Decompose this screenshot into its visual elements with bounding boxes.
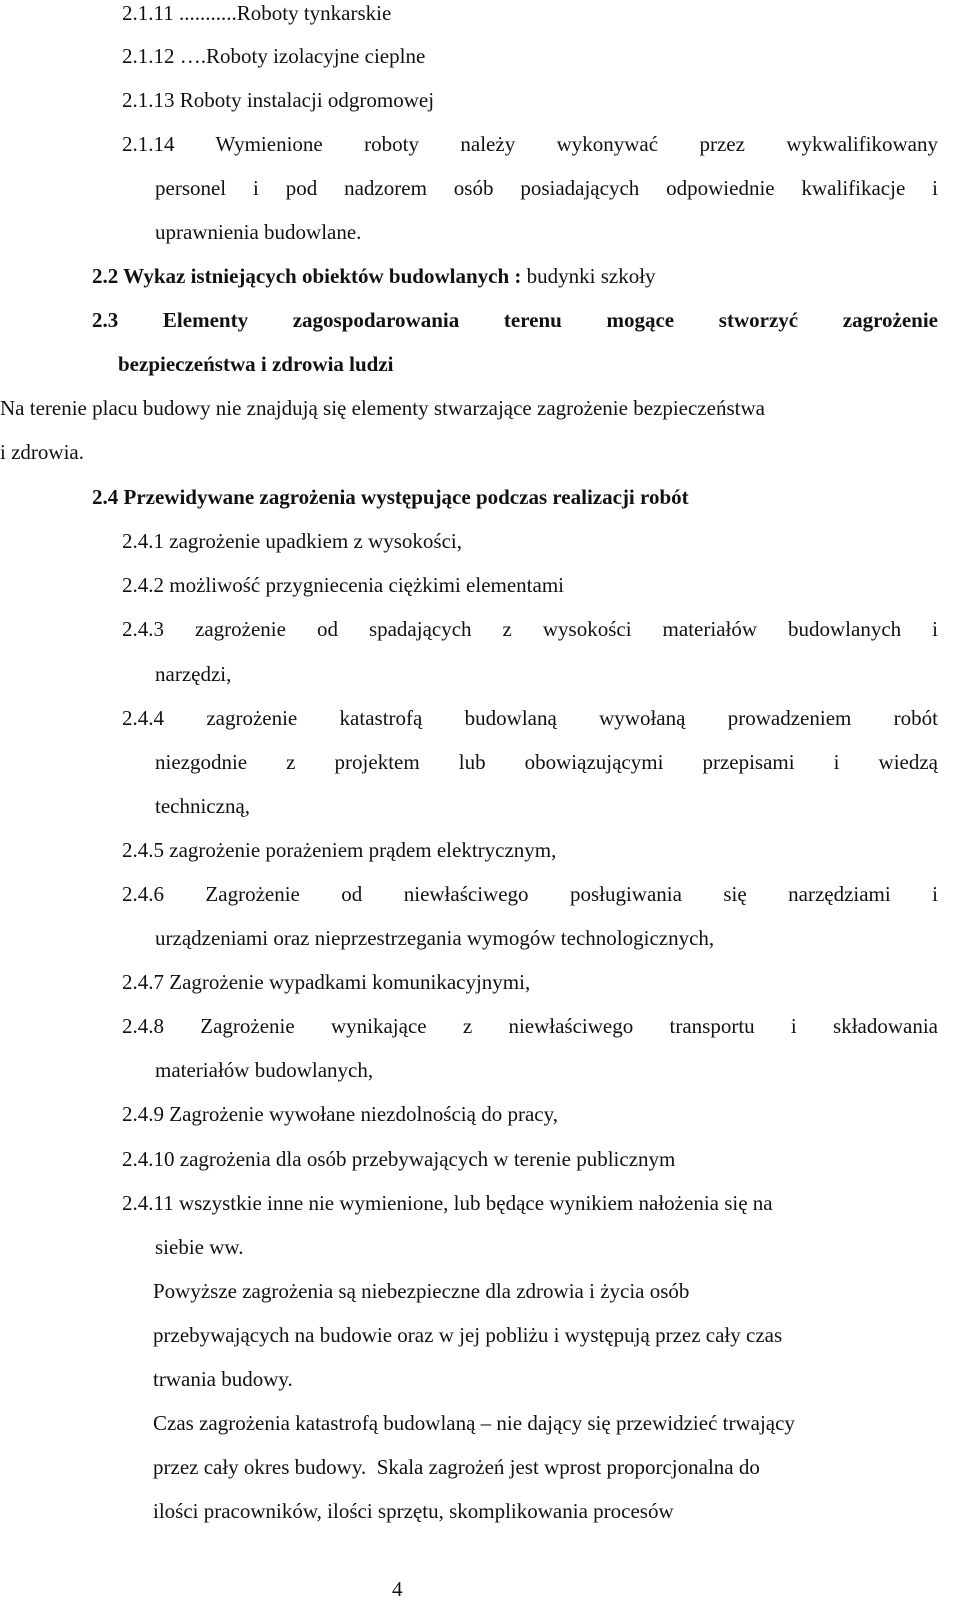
item-text: ...........Roboty tynkarskie	[173, 1, 392, 25]
section-heading	[92, 263, 656, 289]
item-text: Roboty instalacji odgromowej	[174, 88, 435, 112]
section-heading: 2.4 Przewidywane zagrożenia występujące podczas realizacji robót	[92, 485, 689, 509]
list-item: 2.4.6 Zagrożenie od niewłaściwego posługiwania się narzędziami i	[122, 882, 938, 906]
list-item: 2.4.3 zagrożenie od spadających z wysokości materiałów budowlanych i	[122, 617, 938, 641]
list-item: 2.4.9 Zagrożenie wywołane niezdolnością do pracy,	[122, 1102, 558, 1126]
section-heading: 2.3 Elementy zagospodarowania terenu mogące stworzyć zagrożenie	[92, 308, 938, 332]
body-text: Na terenie placu budowy nie znajdują się elementy stwarzające zagrożenie bezpieczeństwa	[0, 396, 765, 420]
list-item	[122, 87, 434, 113]
list-item: 2.4.2 możliwość przygniecenia ciężkimi elementami	[122, 573, 565, 597]
list-item-continuation: niezgodnie z projektem lub obowiązującymi przepisami i wiedzą	[155, 750, 938, 774]
paragraph-line: przebywających na budowie oraz w jej pobliżu i występują przez cały czas	[153, 1323, 783, 1347]
list-item: 2.4.10 zagrożenia dla osób przebywających w terenie publicznym	[122, 1147, 676, 1171]
list-item: 2.4.7 Zagrożenie wypadkami komunikacyjnymi,	[122, 970, 531, 994]
page-number: 4	[392, 1577, 403, 1601]
paragraph-line: Powyższe zagrożenia są niebezpieczne dla zdrowia i życia osób	[153, 1279, 690, 1303]
list-item: 2.4.4 zagrożenie katastrofą budowlaną wywołaną prowadzeniem robót	[122, 706, 938, 730]
list-item-continuation: personel i pod nadzorem osób posiadających odpowiednie kwalifikacje i	[155, 176, 938, 200]
list-item-continuation: uprawnienia budowlane.	[155, 220, 362, 244]
list-item: 2.4.8 Zagrożenie wynikające z niewłaściwego transportu i składowania	[122, 1014, 938, 1038]
item-number: 2.1.11	[122, 1, 174, 25]
item-number: 2.1.12	[122, 44, 175, 68]
list-item: 2.4.1 zagrożenie upadkiem z wysokości,	[122, 529, 462, 553]
item-number: 2.1.13	[122, 88, 175, 112]
paragraph-line: Czas zagrożenia katastrofą budowlaną – nie dający się przewidzieć trwający	[153, 1411, 795, 1435]
paragraph-line: trwania budowy.	[153, 1367, 293, 1391]
list-item	[122, 0, 391, 26]
body-text: i zdrowia.	[0, 440, 84, 464]
section-title: Wykaz istniejących obiektów budowlanych :	[118, 264, 522, 288]
list-item-continuation: techniczną,	[155, 794, 251, 818]
list-item: 2.1.14 Wymienione roboty należy wykonywać przez wykwalifikowany	[122, 132, 938, 156]
list-item-continuation: urządzeniami oraz nieprzestrzegania wymogów technologicznych,	[155, 926, 715, 950]
paragraph-line: przez cały okres budowy. Skala zagrożeń jest wprost proporcjonalna do	[153, 1455, 760, 1479]
list-item	[122, 43, 425, 69]
item-text: ….Roboty izolacyjne cieplne	[174, 44, 426, 68]
list-item: 2.4.5 zagrożenie porażeniem prądem elektrycznym,	[122, 838, 557, 862]
section-heading-continuation: bezpieczeństwa i zdrowia ludzi	[118, 352, 394, 376]
list-item: 2.4.11 wszystkie inne nie wymienione, lub będące wynikiem nałożenia się na	[122, 1191, 773, 1215]
list-item-continuation: siebie ww.	[155, 1235, 244, 1259]
paragraph-line: ilości pracowników, ilości sprzętu, skomplikowania procesów	[153, 1499, 674, 1523]
list-item-continuation: materiałów budowlanych,	[155, 1058, 374, 1082]
list-item-continuation: narzędzi,	[155, 662, 232, 686]
section-value: budynki szkoły	[521, 264, 656, 288]
section-number: 2.2	[92, 264, 119, 288]
